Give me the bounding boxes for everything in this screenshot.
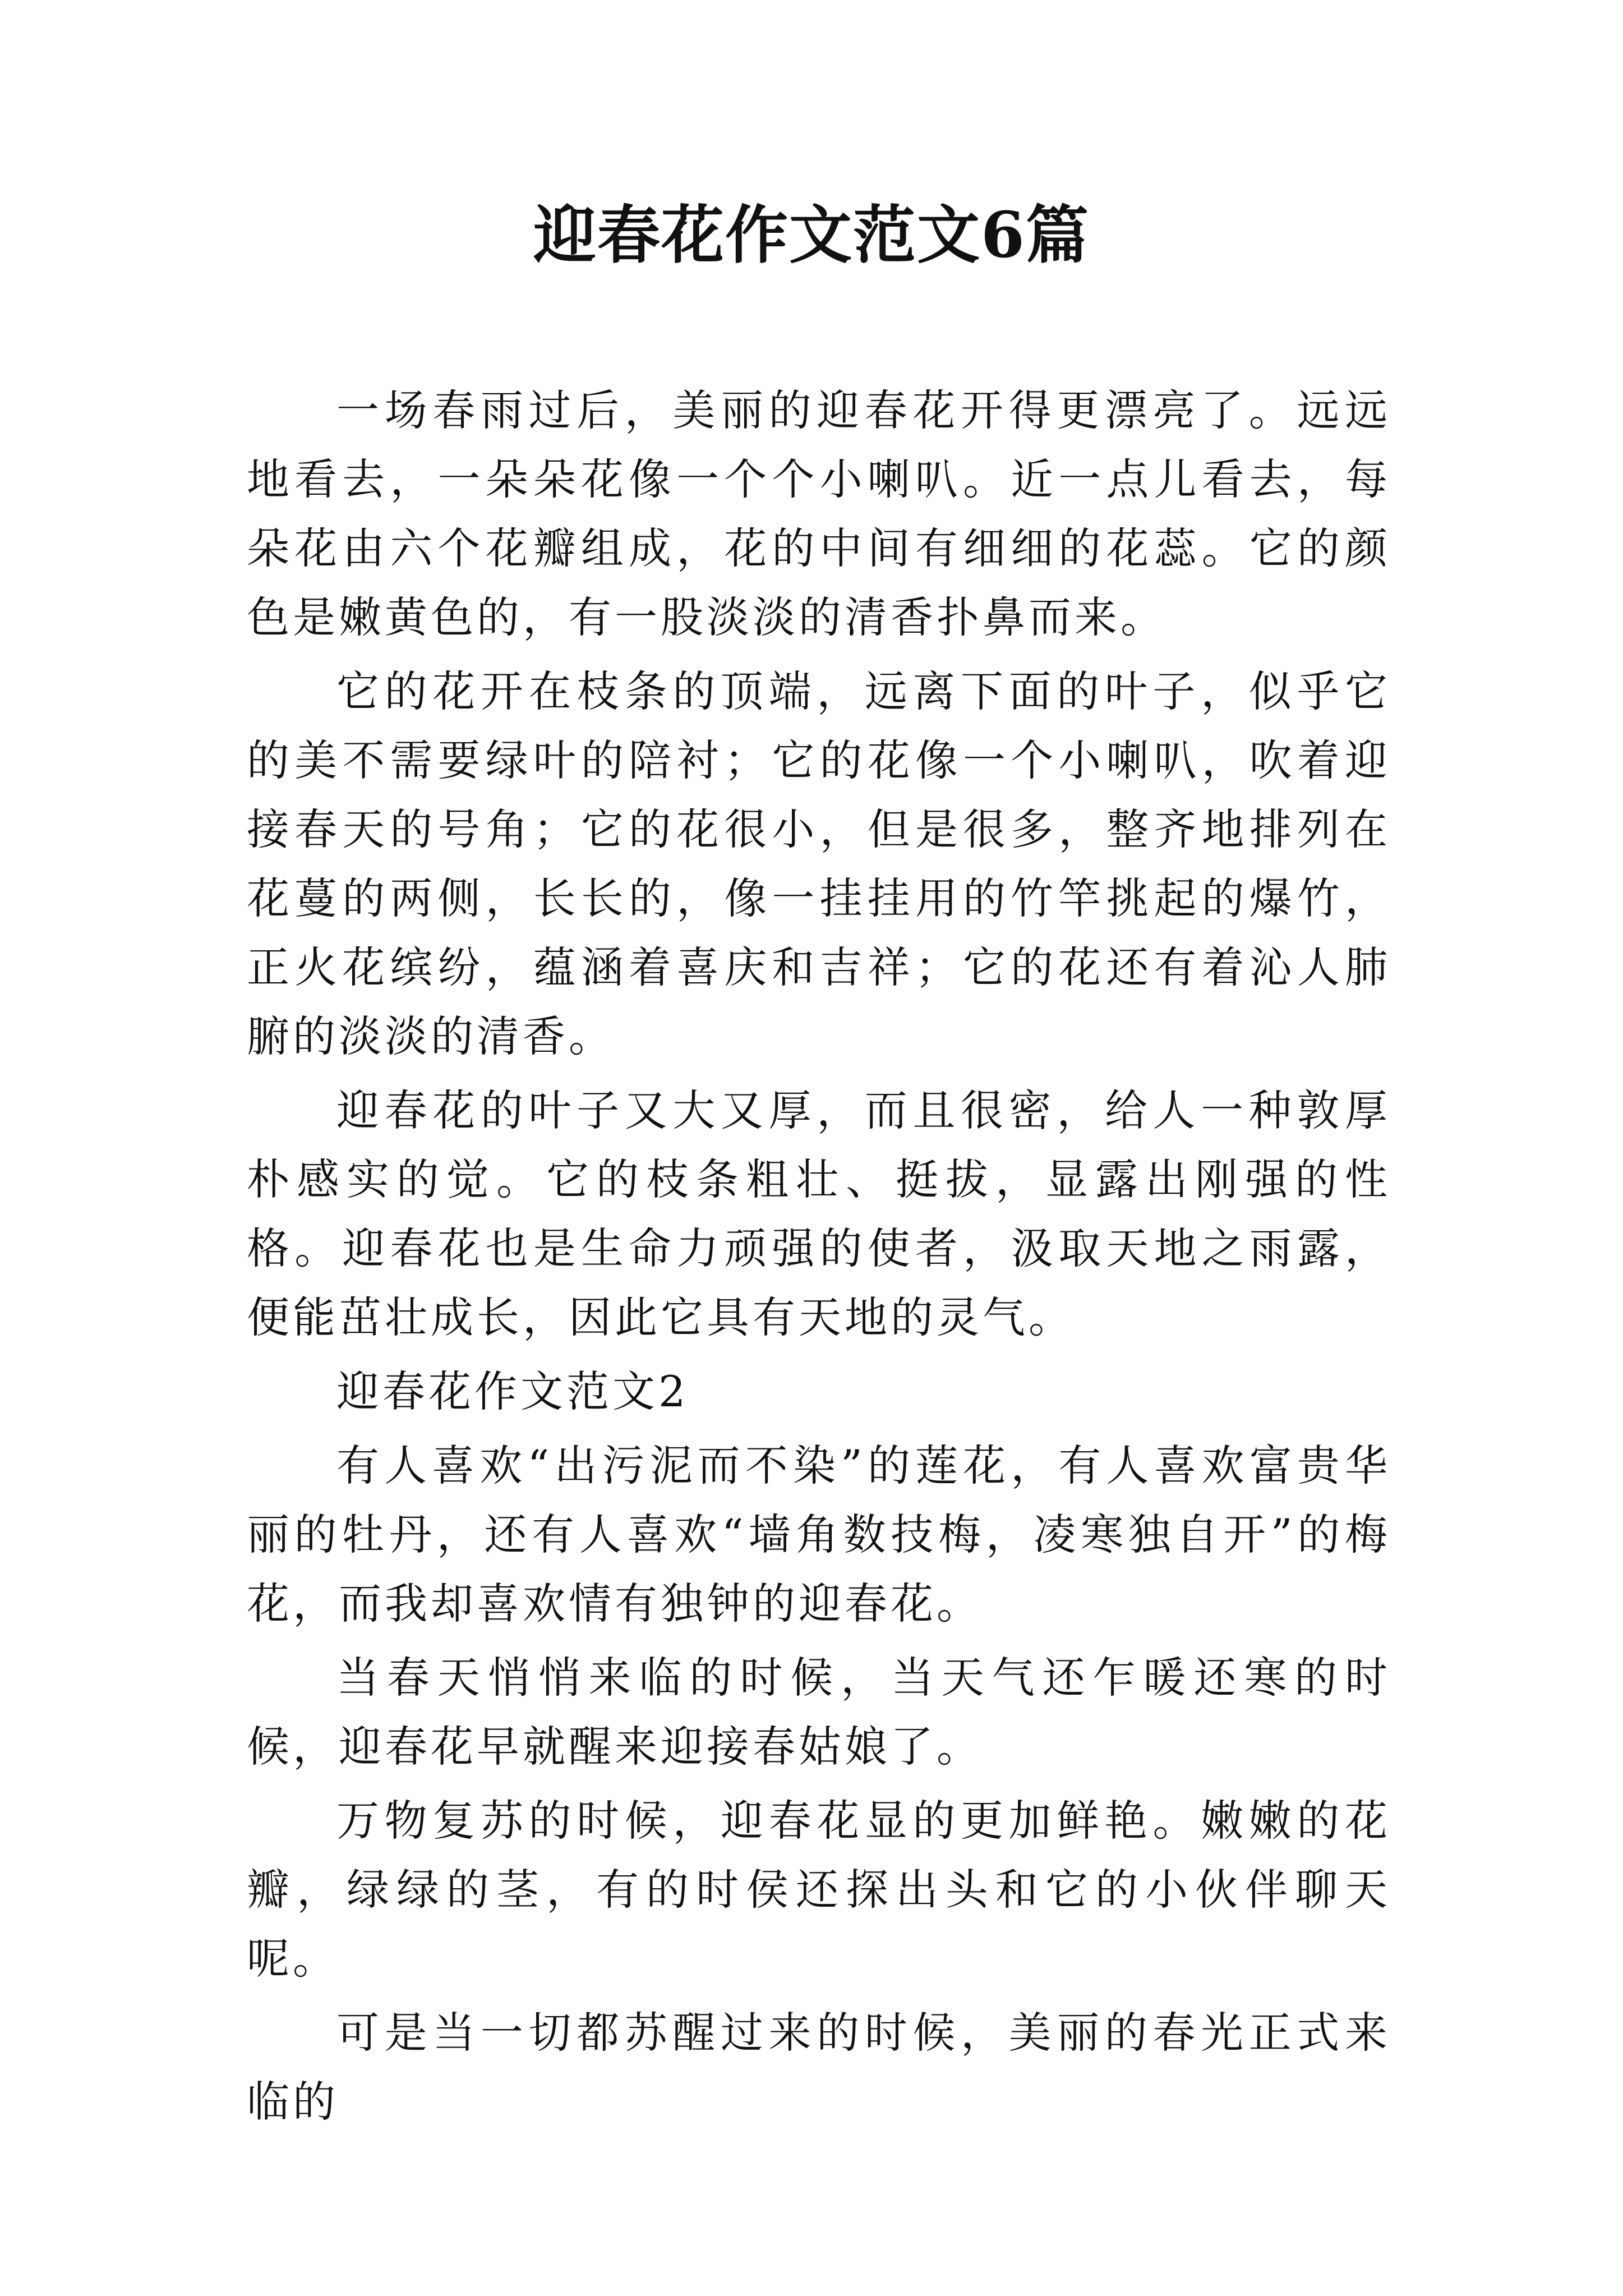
paragraph-1: 一场春雨过后，美丽的迎春花开得更漂亮了。远远地看去，一朵朵花像一个个小喇叭。近一点儿看去，每朵花由六个花瓣组成，花的中间有细细的花蕊。它的颜色是嫩黄色的，有一股淡淡的清香扑鼻而来。	[247, 385, 1391, 642]
paragraph-5: 当春天悄悄来临的时候，当天气还乍暖还寒的时候，迎春花早就醒来迎接春姑娘了。	[247, 1653, 1391, 1772]
paragraph-2: 它的花开在枝条的顶端，远离下面的叶子，似乎它的美不需要绿叶的陪衬；它的花像一个小喇叭，吹着迎接春天的号角；它的花很小，但是很多，整齐地排列在花蔓的两侧，长长的，像一挂挂用的竹竿挑起的爆竹，正火花缤纷，蕴涵着喜庆和吉祥；它的花还有着沁人肺腑的淡淡的清香。	[247, 666, 1391, 1061]
paragraph-3: 迎春花的叶子又大又厚，而且很密，给人一种敦厚朴感实的觉。它的枝条粗壮、挺拔，显露出刚强的性格。迎春花也是生命力顽强的使者，汲取天地之雨露，便能茁壮成长，因此它具有天地的灵气。	[247, 1085, 1391, 1342]
section-heading: 迎春花作文范文2	[336, 1366, 689, 1416]
document-body	[247, 376, 1391, 2141]
paragraph-4: 有人喜欢“出污泥而不染”的莲花，有人喜欢富贵华丽的牡丹，还有人喜欢“墙角数技梅，凌寒独自开”的梅花，而我却喜欢情有独钟的迎春花。	[247, 1441, 1391, 1628]
paragraph-7: 可是当一切都苏醒过来的时候，美丽的春光正式来临的	[247, 2008, 1391, 2127]
paragraph-6: 万物复苏的时候，迎春花显的更加鲜艳。嫩嫩的花瓣，绿绿的茎，有的时侯还探出头和它的小伙伴聊天呢。	[247, 1796, 1391, 1984]
document-title: 迎春花作文范文6篇	[533, 199, 1090, 272]
